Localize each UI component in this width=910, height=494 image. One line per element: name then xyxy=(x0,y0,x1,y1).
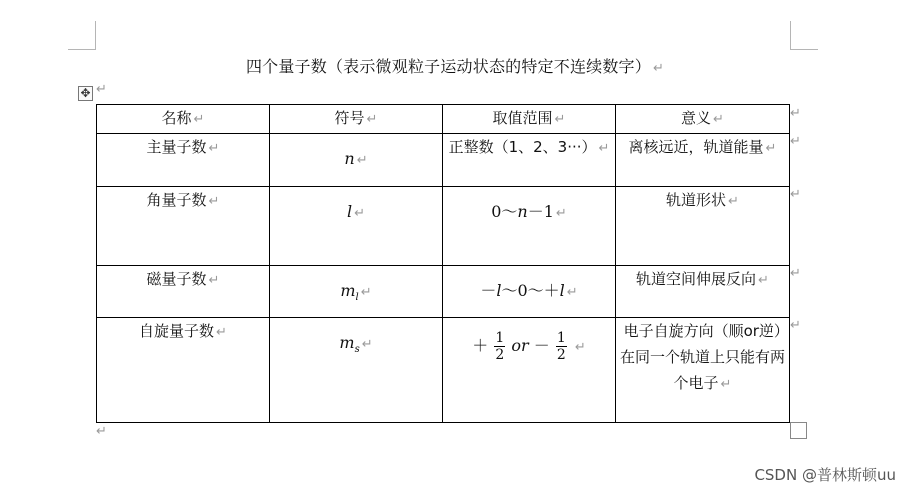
header-cell: 意义 ↵ xyxy=(616,105,790,134)
symbol-cell: $m_l$ ↵ xyxy=(270,266,443,318)
meaning-cell: 轨道空间伸展反向 ↵ xyxy=(616,266,790,318)
paragraph-mark: ↵ xyxy=(652,61,665,76)
quantum-numbers-table xyxy=(96,104,790,423)
name-cell: 主量子数 ↵ xyxy=(97,134,270,187)
table-row xyxy=(97,266,790,318)
range-cell: 0～n－1 ↵ xyxy=(443,187,616,266)
meaning-cell: 电子自旋方向（顺or逆）在同一个轨道上只能有两个电子 ↵ xyxy=(616,318,790,423)
watermark: CSDN @普林斯顿uu xyxy=(754,466,896,484)
header-cell: 取值范围 ↵ xyxy=(443,105,616,134)
range-cell: －l～0～＋l ↵ xyxy=(443,266,616,318)
page-corner-mark xyxy=(790,49,818,50)
page-corner-mark xyxy=(95,21,96,50)
symbol-cell: n ↵ xyxy=(270,134,443,187)
name-cell: 自旋量子数 ↵ xyxy=(97,318,270,423)
meaning-cell: 离核远近，轨道能量 ↵ xyxy=(616,134,790,187)
range-cell: 正整数（1、2、3···） ↵ xyxy=(443,134,616,187)
meaning-cell: 轨道形状 ↵ xyxy=(616,187,790,266)
name-cell: 角量子数 ↵ xyxy=(97,187,270,266)
table-move-handle-icon[interactable]: ✥ xyxy=(78,86,93,101)
name-cell: 磁量子数 ↵ xyxy=(97,266,270,318)
table-header-row xyxy=(97,105,790,134)
range-cell: ＋ $\frac{1}{2}$ or － $\frac{1}{2}$ ↵ xyxy=(443,318,616,423)
document-title xyxy=(0,54,910,77)
header-cell: 符号 ↵ xyxy=(270,105,443,134)
table-resize-handle-icon[interactable] xyxy=(790,422,807,439)
page-corner-mark xyxy=(790,21,791,50)
symbol-cell: l ↵ xyxy=(270,187,443,266)
symbol-cell: $m_s$ ↵ xyxy=(270,318,443,423)
fraction: $\frac{1}{2}$ xyxy=(556,330,566,363)
title-text: 四个量子数（表示微观粒子运动状态的特定不连续数字） xyxy=(245,57,651,76)
header-cell: 名称 ↵ xyxy=(97,105,270,134)
paragraph-mark: ↵ xyxy=(96,424,107,439)
paragraph-mark: ↵ xyxy=(96,82,107,97)
fraction: $\frac{1}{2}$ xyxy=(495,330,505,363)
table-row xyxy=(97,318,790,423)
table-row xyxy=(97,187,790,266)
table-row xyxy=(97,134,790,187)
page-corner-mark xyxy=(68,49,96,50)
